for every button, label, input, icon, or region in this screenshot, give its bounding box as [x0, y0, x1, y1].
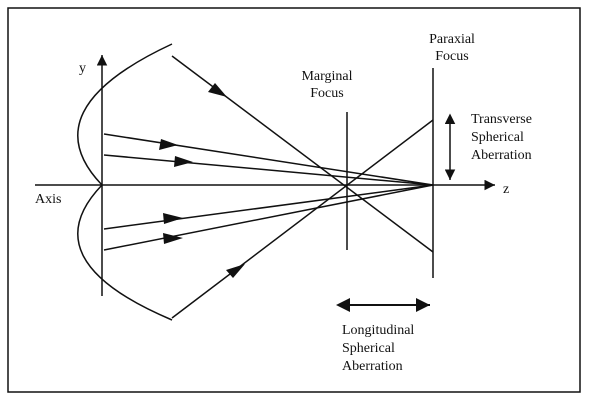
- transverse-aberration-label-line3: Aberration: [471, 148, 532, 163]
- lens-surface-arc: [78, 44, 172, 320]
- longitudinal-aberration-label-line1: Longitudinal: [342, 323, 415, 338]
- ray-arrow-paraxial-top-2: [174, 156, 193, 167]
- z-axis-label: z: [503, 182, 510, 197]
- axis-label: Axis: [35, 192, 62, 207]
- marginal-focus-label-line2: Focus: [310, 86, 344, 101]
- transverse-aberration-label-line2: Spherical: [471, 130, 524, 145]
- ray-arrowheads: [159, 83, 245, 278]
- paraxial-focus-label-line2: Focus: [435, 49, 469, 64]
- ray-arrow-paraxial-bottom-1: [163, 213, 183, 224]
- frame-border: [8, 8, 580, 392]
- transverse-aberration-label-line1: Transverse: [471, 112, 532, 127]
- ray-marginal-top: [172, 56, 433, 252]
- rays: [104, 56, 433, 318]
- longitudinal-aberration-label-line2: Spherical: [342, 341, 395, 356]
- longitudinal-aberration-label-line3: Aberration: [342, 359, 403, 374]
- marginal-focus-label-line1: Marginal: [301, 69, 353, 84]
- ray-paraxial-bottom-1: [104, 185, 433, 229]
- ray-marginal-bottom: [172, 120, 433, 318]
- ray-arrow-paraxial-top-1: [159, 139, 178, 150]
- paraxial-focus-label-line1: Paraxial: [429, 32, 475, 47]
- ray-paraxial-bottom-2: [104, 185, 433, 250]
- ray-arrow-marginal-bottom: [226, 264, 245, 278]
- y-axis-label: y: [79, 61, 86, 76]
